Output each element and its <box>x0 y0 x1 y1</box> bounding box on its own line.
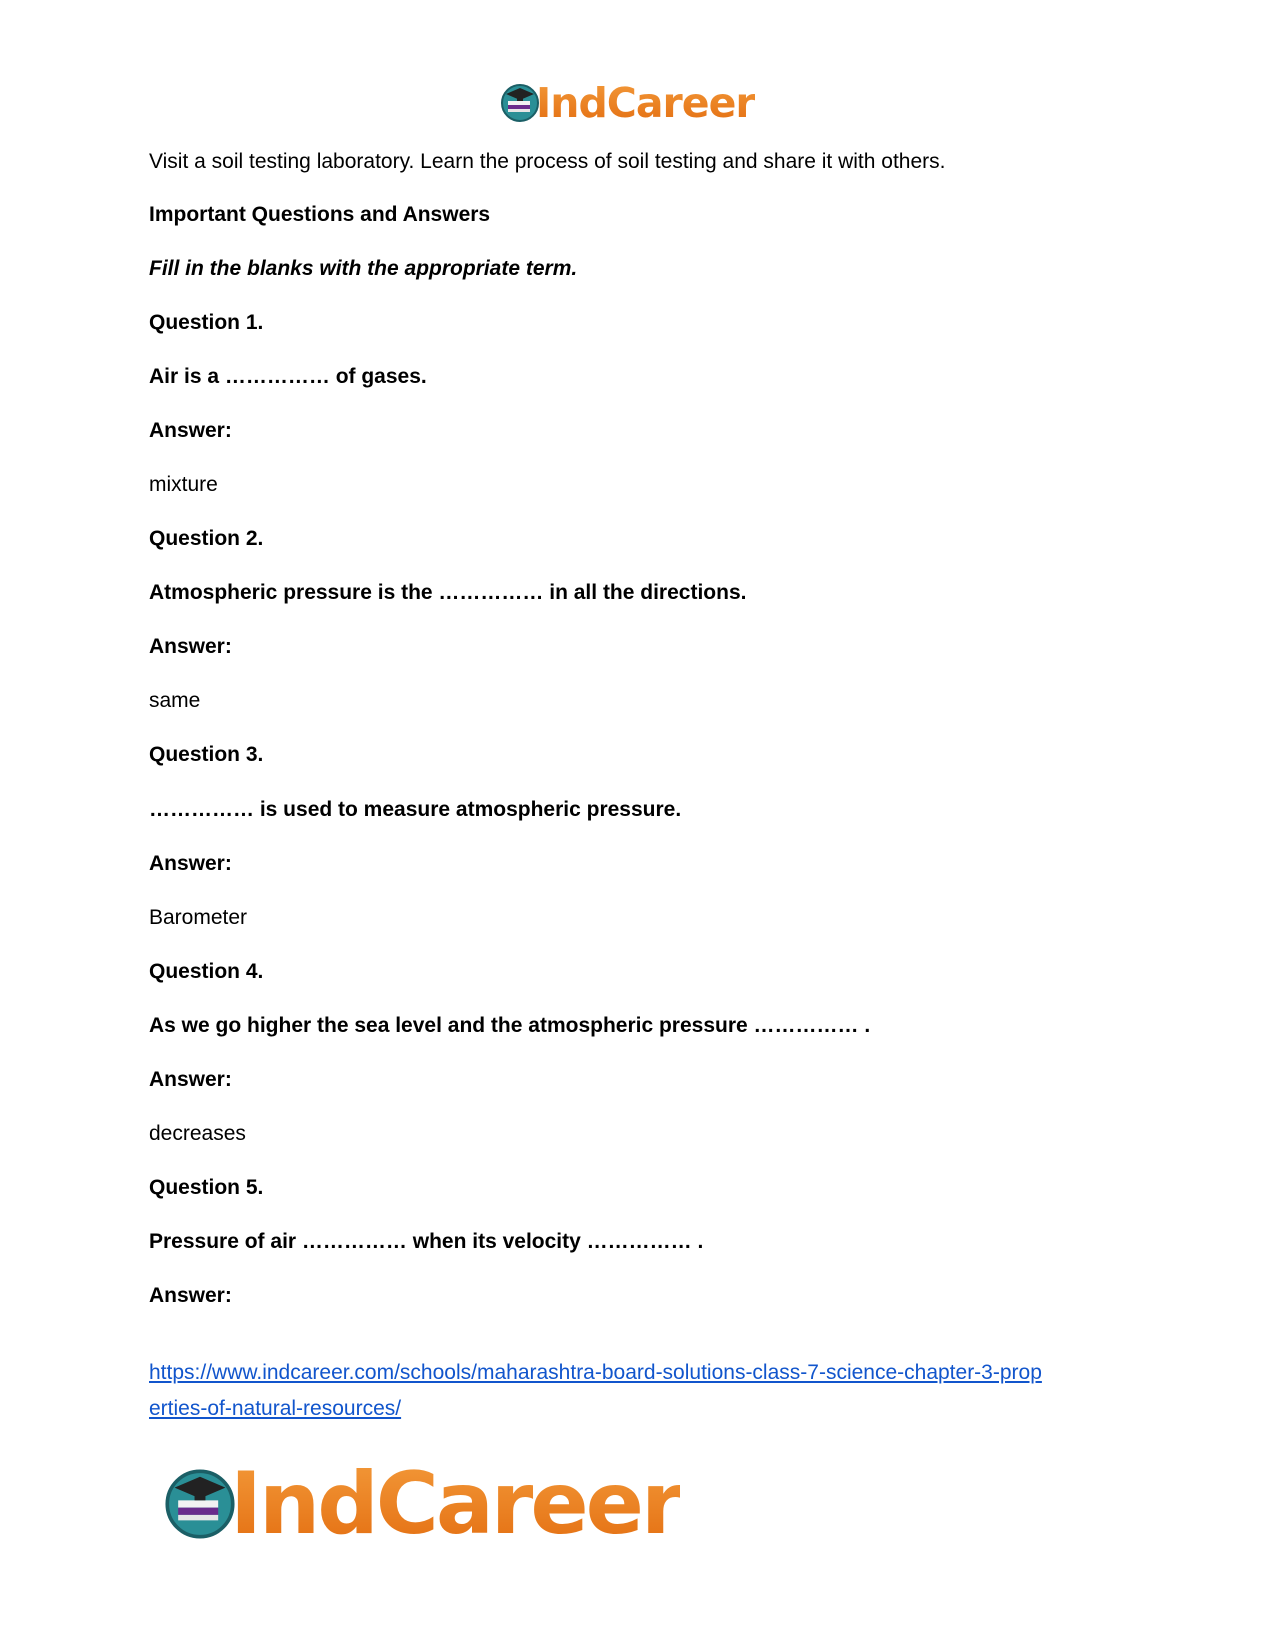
header-logo <box>498 79 755 127</box>
source-link[interactable] <box>149 1355 1139 1427</box>
source-link-line-2[interactable]: erties-of-natural-resources/ <box>149 1397 402 1420</box>
question-text: Atmospheric pressure is the …………… in all the directions. <box>149 581 747 604</box>
question-label: Question 2. <box>149 527 264 550</box>
question-label: Question 3. <box>149 743 264 766</box>
answer-text: decreases <box>149 1122 246 1145</box>
question-text: …………… is used to measure atmospheric pressure. <box>149 798 682 821</box>
answer-label: Answer: <box>149 852 232 875</box>
answer-label: Answer: <box>149 635 232 658</box>
graduation-book-globe-icon <box>160 1464 240 1544</box>
answer-text: Barometer <box>149 906 248 929</box>
answer-text: mixture <box>149 473 218 496</box>
question-label: Question 1. <box>149 311 264 334</box>
source-link-line-1[interactable]: https://www.indcareer.com/schools/maharashtra-board-solutions-class-7-science-chapter-3-prop <box>149 1361 1042 1384</box>
question-text: As we go higher the sea level and the atmospheric pressure …………… . <box>149 1014 871 1037</box>
answer-label: Answer: <box>149 1068 232 1091</box>
answer-label: Answer: <box>149 1284 232 1307</box>
question-text: Air is a …………… of gases. <box>149 365 427 388</box>
intro-text: Visit a soil testing laboratory. Learn the process of soil testing and share it with others. <box>149 150 946 173</box>
footer-logo <box>160 1454 681 1554</box>
section-title: Important Questions and Answers <box>149 203 491 226</box>
question-text: Pressure of air …………… when its velocity …………… . <box>149 1230 704 1253</box>
question-label: Question 4. <box>149 960 264 983</box>
instruction-text: Fill in the blanks with the appropriate term. <box>149 257 578 280</box>
answer-text: same <box>149 689 201 712</box>
answer-label: Answer: <box>149 419 232 442</box>
logo-text: IndCareer <box>230 1454 681 1554</box>
logo-text: IndCareer <box>536 79 755 127</box>
question-label: Question 5. <box>149 1176 264 1199</box>
